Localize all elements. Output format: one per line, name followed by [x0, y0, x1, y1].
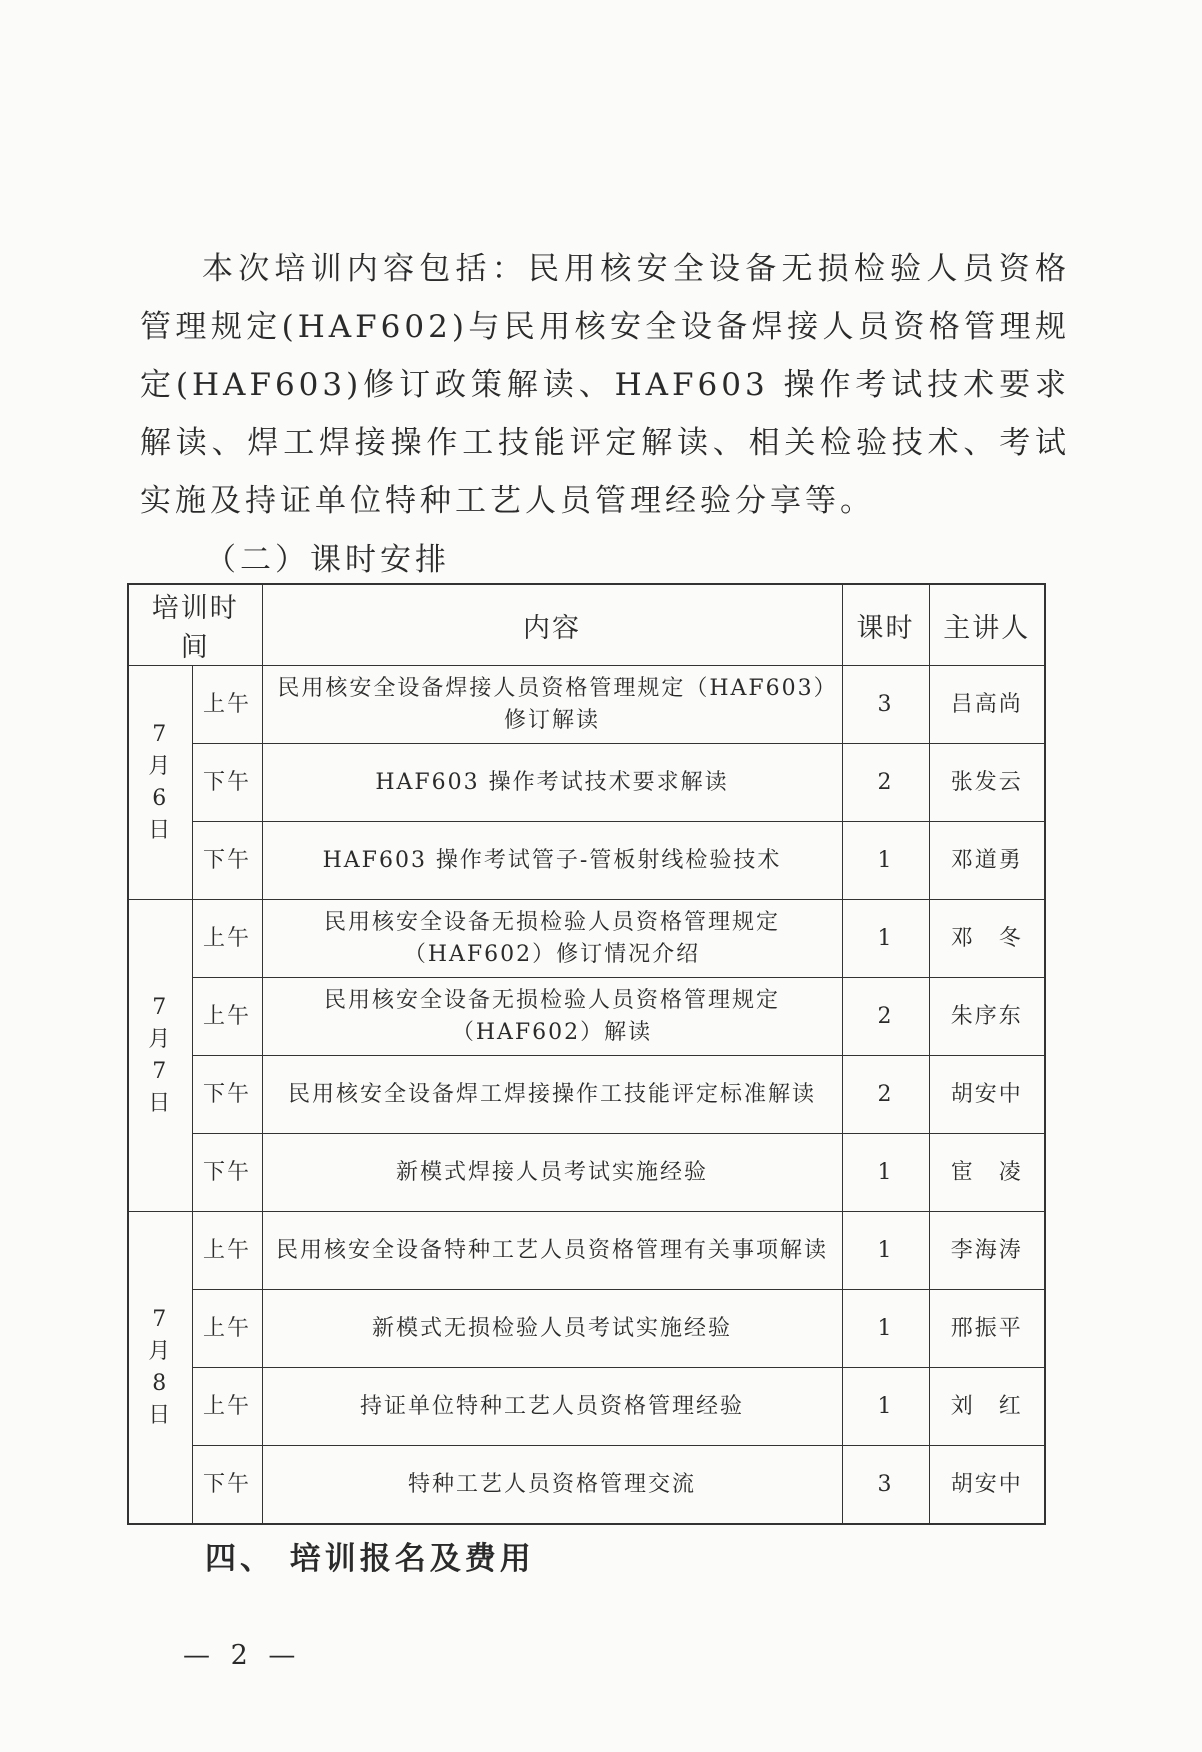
- table-row: [128, 1056, 1045, 1134]
- speaker-cell: 邢振平: [929, 1290, 1045, 1368]
- table-row: [128, 1368, 1045, 1446]
- speaker-cell: 李海涛: [929, 1212, 1045, 1290]
- table-row: [128, 1134, 1045, 1212]
- speaker-cell: 胡安中: [929, 1056, 1045, 1134]
- header-content: 内容: [262, 584, 842, 666]
- period-cell: 下午: [192, 822, 262, 900]
- hours-cell: 1: [842, 822, 929, 900]
- content-cell: 民用核安全设备焊工焊接操作工技能评定标准解读: [262, 1056, 842, 1134]
- table-row: [128, 1212, 1045, 1290]
- header-speaker: 主讲人: [929, 584, 1045, 666]
- speaker-cell: 邓道勇: [929, 822, 1045, 900]
- table-header-row: [128, 584, 1045, 666]
- schedule-subheading: （二）课时安排: [205, 542, 450, 578]
- table-row: [128, 1290, 1045, 1368]
- hours-cell: 3: [842, 1446, 929, 1525]
- period-cell: 上午: [192, 1368, 262, 1446]
- hours-cell: 3: [842, 666, 929, 744]
- hours-cell: 1: [842, 1368, 929, 1446]
- date-cell: [128, 1212, 192, 1525]
- hours-cell: 2: [842, 978, 929, 1056]
- date-month: 7 月: [148, 721, 173, 779]
- period-cell: 上午: [192, 900, 262, 978]
- speaker-cell: 吕高尚: [929, 666, 1045, 744]
- header-hours: 课时: [842, 584, 929, 666]
- content-cell: 持证单位特种工艺人员资格管理经验: [262, 1368, 842, 1446]
- date-month: 7 月: [148, 994, 173, 1052]
- speaker-cell: 张发云: [929, 744, 1045, 822]
- period-cell: 上午: [192, 1212, 262, 1290]
- period-cell: 下午: [192, 1134, 262, 1212]
- speaker-cell: 朱序东: [929, 978, 1045, 1056]
- period-cell: 下午: [192, 1056, 262, 1134]
- content-cell: 民用核安全设备无损检验人员资格管理规定（HAF602）修订情况介绍: [262, 900, 842, 978]
- hours-cell: 1: [842, 900, 929, 978]
- speaker-cell: 胡安中: [929, 1446, 1045, 1525]
- table-row: [128, 1446, 1045, 1525]
- content-cell: 新模式无损检验人员考试实施经验: [262, 1290, 842, 1368]
- schedule-table: [127, 583, 1046, 1525]
- content-cell: 民用核安全设备无损检验人员资格管理规定（HAF602）解读: [262, 978, 842, 1056]
- content-cell: 民用核安全设备焊接人员资格管理规定（HAF603）修订解读: [262, 666, 842, 744]
- header-training-time: 培训时间: [128, 584, 262, 666]
- date-month: 7 月: [148, 1306, 173, 1364]
- content-cell: 特种工艺人员资格管理交流: [262, 1446, 842, 1525]
- date-day: 7 日: [148, 1058, 173, 1116]
- table-row: [128, 744, 1045, 822]
- table-row: [128, 978, 1045, 1056]
- period-cell: 下午: [192, 1446, 262, 1525]
- date-day: 6 日: [148, 785, 173, 843]
- period-cell: 上午: [192, 978, 262, 1056]
- speaker-cell: 邓 冬: [929, 900, 1045, 978]
- speaker-cell: 刘 红: [929, 1368, 1045, 1446]
- hours-cell: 1: [842, 1212, 929, 1290]
- table-row: [128, 900, 1045, 978]
- table-row: [128, 822, 1045, 900]
- hours-cell: 1: [842, 1290, 929, 1368]
- period-cell: 上午: [192, 1290, 262, 1368]
- section-heading: 四、 培训报名及费用: [205, 1541, 535, 1577]
- period-cell: 上午: [192, 666, 262, 744]
- date-cell: [128, 900, 192, 1212]
- speaker-cell: 宦 凌: [929, 1134, 1045, 1212]
- page-number: — 2 —: [183, 1640, 302, 1671]
- date-cell: [128, 666, 192, 900]
- content-cell: HAF603 操作考试技术要求解读: [262, 744, 842, 822]
- hours-cell: 1: [842, 1134, 929, 1212]
- content-cell: HAF603 操作考试管子-管板射线检验技术: [262, 822, 842, 900]
- table-row: [128, 666, 1045, 744]
- intro-paragraph: 本次培训内容包括：民用核安全设备无损检验人员资格管理规定(HAF602)与民用核安全设备焊接人员资格管理规定(HAF603)修订政策解读、HAF603 操作考试技术要求解读、焊工焊接操作工技能评定解读、相关检验技术、考试实施及持证单位特种工艺人员管理经验分享等。: [140, 251, 1070, 519]
- period-cell: 下午: [192, 744, 262, 822]
- date-day: 8 日: [148, 1370, 173, 1428]
- hours-cell: 2: [842, 744, 929, 822]
- content-cell: 新模式焊接人员考试实施经验: [262, 1134, 842, 1212]
- hours-cell: 2: [842, 1056, 929, 1134]
- content-cell: 民用核安全设备特种工艺人员资格管理有关事项解读: [262, 1212, 842, 1290]
